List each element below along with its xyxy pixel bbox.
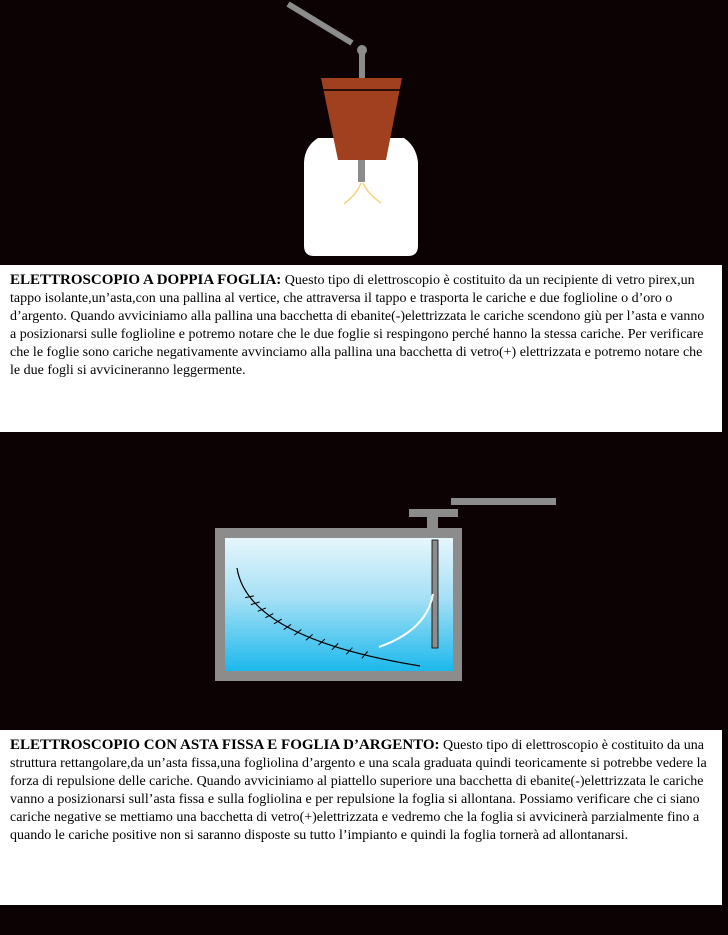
lower-rod — [358, 160, 365, 182]
fixed-rod-electroscope-diagram — [210, 490, 560, 685]
description-fixed-rod — [0, 730, 722, 905]
charging-rod — [451, 498, 556, 505]
text-double-leaf: Questo tipo di elettroscopio è costituito da un recipiente di vetro pirex,un tappo isolante,un’asta,con una pallina al vertice, che attraversa il tappo e trasporta le cariche e due foglioline o d’oro o d’argento. Quando avviciniamo alla pallina una bacchetta di ebanite(-)elettrizzata le cariche scendono giù per l’asta e vanno a posizionarsi sulle foglioline e potremo notare che le due foglie si respingono perché hanno la stessa cariche. Per verificare che le foglie sono cariche negativamente avvinciamo alla pallina una bacchetta di vetro(+) elettrizzata e potremo notare che le due fogli si avvicineranno leggermente. — [10, 273, 705, 378]
text-fixed-rod: Questo tipo di elettroscopio è costituito da una struttura rettangolare,da un’asta fissa,una fogliolina d’argento e una scala graduata quindi teoricamente si potrebbe vedere la forza di repulsione delle cariche. Quando avviciniamo al piattello superiore una bacchetta di ebanite(-)elettrizzata le cariche vanno a posizionarsi sull’asta fissa e sulla fogliolina e per repulsione la foglia si allontana. Possiamo verificare che ci siano cariche negative se mettiamo una bacchetta di vetro(+)elettrizzata e vedremo che la foglia si avvicinerà parzialmente fino a quando le cariche positive non si saranno disposte su tutto l’impianto e quindi la foglia tornerà ad allontanarsi. — [10, 738, 707, 843]
heading-fixed-rod: ELETTROSCOPIO CON ASTA FISSA E FOGLIA D’ARGENTO: — [10, 737, 440, 753]
plate-neck — [427, 517, 438, 528]
charging-rod — [288, 4, 352, 43]
double-leaf-electroscope-diagram — [280, 0, 440, 262]
description-double-leaf — [0, 265, 722, 432]
heading-double-leaf: ELETTROSCOPIO A DOPPIA FOGLIA: — [10, 272, 282, 288]
upper-rod — [359, 52, 365, 78]
top-plate — [409, 509, 458, 517]
case-window — [225, 538, 453, 671]
